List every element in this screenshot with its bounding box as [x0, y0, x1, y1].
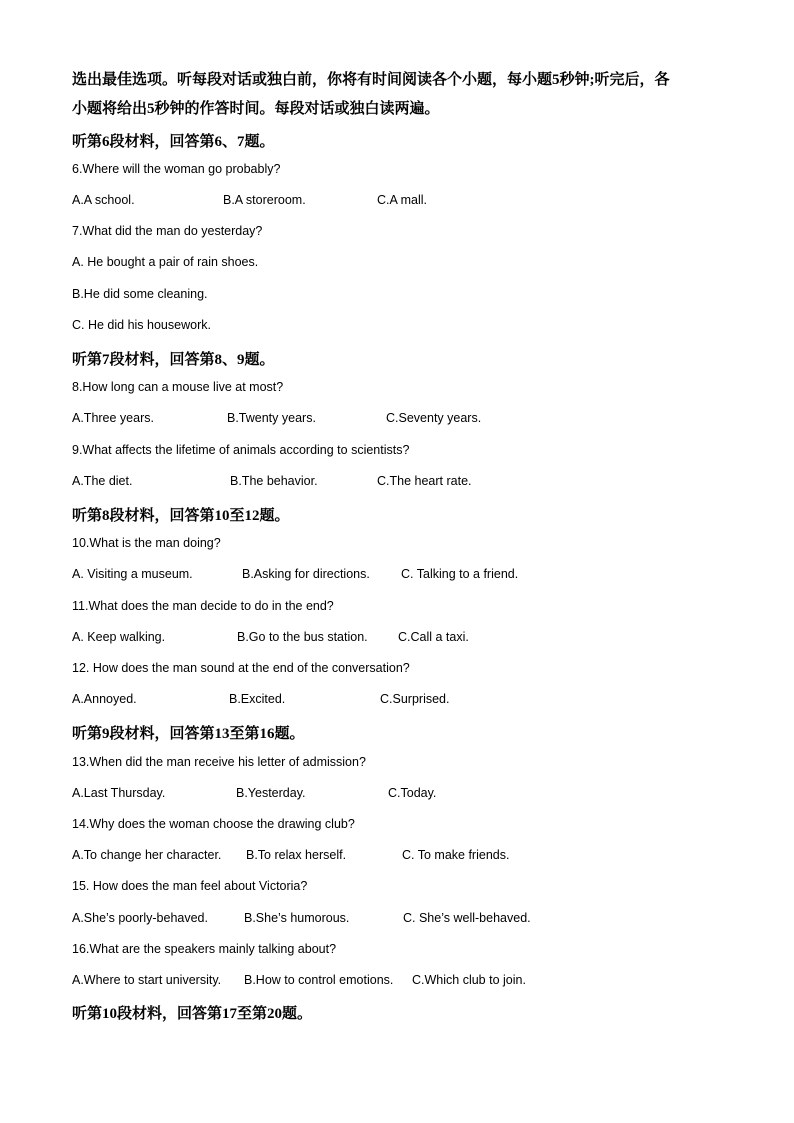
option-c[interactable]: C.Seventy years. — [386, 411, 482, 425]
option-a[interactable]: A.The diet. — [72, 474, 133, 488]
option-b[interactable]: B.Go to the bus station. — [237, 630, 368, 644]
option-a[interactable]: A.Annoyed. — [72, 692, 137, 706]
option-c[interactable]: C.Call a taxi. — [398, 630, 469, 644]
options-9 — [72, 474, 732, 494]
option-b[interactable]: B.He did some cleaning. — [72, 287, 208, 301]
question-15: 15. How does the man feel about Victoria? — [72, 879, 308, 893]
option-b[interactable]: B.She’s humorous. — [244, 911, 350, 925]
options-16 — [72, 973, 732, 993]
option-b[interactable]: B.To relax herself. — [246, 848, 347, 862]
section-heading: 听第6段材料，回答第6、7题。 — [72, 134, 275, 150]
option-a[interactable]: A. He bought a pair of rain shoes. — [72, 255, 259, 269]
option-c[interactable]: C. Talking to a friend. — [401, 567, 519, 581]
instructions — [72, 66, 732, 124]
option-c[interactable]: C. To make friends. — [402, 848, 510, 862]
option-c[interactable]: C.Which club to join. — [412, 973, 526, 987]
question-9: 9.What affects the lifetime of animals according to scientists? — [72, 443, 410, 457]
option-b[interactable]: B.How to control emotions. — [244, 973, 394, 987]
instructions-line-1: 选出最佳选项。听每段对话或独白前，你将有时间阅读各个小题，每小题5秒钟;听完后，各 — [72, 72, 670, 88]
options-6 — [72, 193, 732, 213]
option-c[interactable]: C.Surprised. — [380, 692, 450, 706]
option-b[interactable]: B.Asking for directions. — [242, 567, 370, 581]
options-11 — [72, 630, 732, 650]
question-10: 10.What is the man doing? — [72, 536, 221, 550]
question-8: 8.How long can a mouse live at most? — [72, 380, 284, 394]
option-b[interactable]: B.The behavior. — [230, 474, 318, 488]
question-13: 13.When did the man receive his letter of admission? — [72, 755, 366, 769]
section-heading: 听第9段材料，回答第13至第16题。 — [72, 726, 305, 742]
option-c[interactable]: C. She’s well-behaved. — [403, 911, 531, 925]
options-12 — [72, 692, 732, 712]
section-heading: 听第10段材料，回答第17至第20题。 — [72, 1006, 313, 1022]
option-a[interactable]: A.Three years. — [72, 411, 154, 425]
option-b[interactable]: B.Excited. — [229, 692, 286, 706]
question-6: 6.Where will the woman go probably? — [72, 162, 281, 176]
instructions-line-2: 小题将给出5秒钟的作答时间。每段对话或独白读两遍。 — [72, 101, 440, 117]
option-b[interactable]: B.A storeroom. — [223, 193, 306, 207]
question-11: 11.What does the man decide to do in the end? — [72, 599, 334, 613]
options-10 — [72, 567, 732, 587]
option-b[interactable]: B.Twenty years. — [227, 411, 316, 425]
option-c[interactable]: C.The heart rate. — [377, 474, 472, 488]
question-7: 7.What did the man do yesterday? — [72, 224, 263, 238]
option-a[interactable]: A.Where to start university. — [72, 973, 222, 987]
question-16: 16.What are the speakers mainly talking about? — [72, 942, 337, 956]
option-a[interactable]: A.Last Thursday. — [72, 786, 166, 800]
options-15 — [72, 911, 732, 931]
option-a[interactable]: A.A school. — [72, 193, 135, 207]
option-a[interactable]: A. Visiting a museum. — [72, 567, 193, 581]
options-13 — [72, 786, 732, 806]
option-c[interactable]: C.Today. — [388, 786, 437, 800]
option-b[interactable]: B.Yesterday. — [236, 786, 306, 800]
option-a[interactable]: A.She’s poorly-behaved. — [72, 911, 208, 925]
option-a[interactable]: A. Keep walking. — [72, 630, 166, 644]
options-14 — [72, 848, 732, 868]
option-c[interactable]: C. He did his housework. — [72, 318, 211, 332]
section-heading: 听第7段材料，回答第8、9题。 — [72, 352, 275, 368]
section-heading: 听第8段材料，回答第10至12题。 — [72, 508, 290, 524]
question-12: 12. How does the man sound at the end of the conversation? — [72, 661, 410, 675]
question-14: 14.Why does the woman choose the drawing club? — [72, 817, 355, 831]
option-c[interactable]: C.A mall. — [377, 193, 428, 207]
options-8 — [72, 411, 732, 431]
option-a[interactable]: A.To change her character. — [72, 848, 222, 862]
